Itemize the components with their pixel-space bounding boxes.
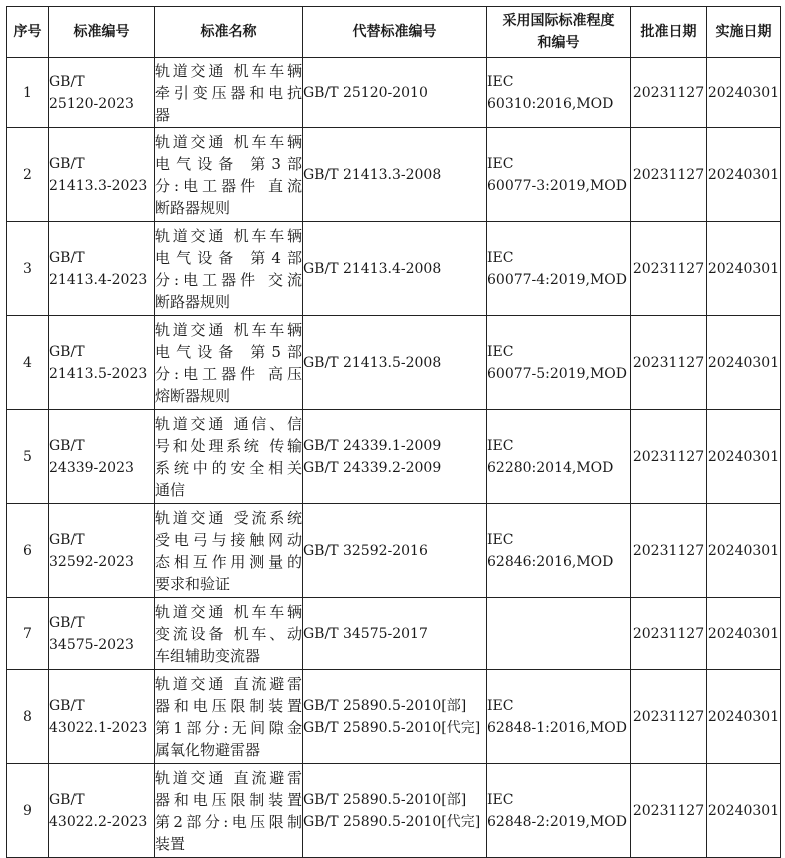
- international-standard-line: IEC: [487, 249, 514, 266]
- implementation-date: 20240301: [707, 410, 781, 504]
- standard-name-line: 电气设备 第5部: [155, 342, 302, 361]
- implementation-date: 20240301: [707, 128, 781, 222]
- standard-number: [49, 598, 155, 670]
- international-standard: [487, 128, 631, 222]
- international-standard-line: IEC: [487, 791, 514, 808]
- row-number: 6: [7, 504, 49, 598]
- international-standard: [487, 316, 631, 410]
- standard-name: [155, 670, 303, 764]
- replaced-standard-line: GB/T 25120-2010: [303, 84, 428, 101]
- international-standard: [487, 504, 631, 598]
- standard-number-line: GB/T: [49, 614, 85, 631]
- replaced-standard: [303, 598, 487, 670]
- replaced-standard: [303, 670, 487, 764]
- row-number: 2: [7, 128, 49, 222]
- header-row: [7, 7, 781, 58]
- standard-name-line: 轨道交通 受流系统: [155, 508, 302, 527]
- standard-name-line: 第2部分:电压限制: [155, 812, 302, 831]
- international-standard-line: 62848-1:2016,MOD: [487, 719, 628, 736]
- standard-number-line: GB/T: [49, 73, 85, 90]
- header-international-standard: [487, 7, 631, 58]
- standard-number-line: 24339-2023: [49, 459, 134, 476]
- standard-name: [155, 128, 303, 222]
- row-number: 5: [7, 410, 49, 504]
- standard-name-line: 器: [155, 105, 171, 124]
- standard-number-line: 21413.4-2023: [49, 271, 148, 288]
- table-row: [7, 58, 781, 128]
- approval-date: 20231127: [631, 316, 707, 410]
- table-row: [7, 504, 781, 598]
- standard-name: [155, 504, 303, 598]
- approval-date: 20231127: [631, 598, 707, 670]
- header-no: 序号: [7, 7, 49, 58]
- international-standard: [487, 222, 631, 316]
- standard-number: [49, 58, 155, 128]
- standard-name-line: 轨道交通 机车车辆: [155, 132, 302, 151]
- international-standard-line: IEC: [487, 697, 514, 714]
- header-intl-line2: 和编号: [537, 35, 580, 51]
- header-standard-name: 标准名称: [155, 7, 303, 58]
- standard-name: [155, 316, 303, 410]
- table-row: [7, 316, 781, 410]
- standard-name-line: 轨道交通 直流避雷: [155, 674, 302, 693]
- international-standard-line: IEC: [487, 73, 514, 90]
- international-standard-line: 60310:2016,MOD: [487, 95, 614, 112]
- implementation-date: 20240301: [707, 670, 781, 764]
- standard-number: [49, 764, 155, 858]
- standard-name-line: 轨道交通 通信、信: [155, 414, 302, 433]
- approval-date: 20231127: [631, 670, 707, 764]
- header-standard-number: 标准编号: [49, 7, 155, 58]
- international-standard-line: 62846:2016,MOD: [487, 553, 614, 570]
- standard-name-line: 态相互作用测量的: [155, 552, 302, 571]
- standard-number-line: GB/T: [49, 249, 85, 266]
- international-standard: [487, 764, 631, 858]
- standard-name-line: 轨道交通 机车车辆: [155, 320, 302, 339]
- row-number: 7: [7, 598, 49, 670]
- standard-name-line: 电气设备 第3部: [155, 154, 302, 173]
- international-standard: [487, 410, 631, 504]
- standard-name-line: 轨道交通 机车车辆: [155, 602, 302, 621]
- replaced-standard-line: GB/T 24339.2-2009: [303, 459, 442, 476]
- international-standard-line: 60077-5:2019,MOD: [487, 365, 628, 382]
- standard-number-line: GB/T: [49, 791, 85, 808]
- approval-date: 20231127: [631, 58, 707, 128]
- row-number: 8: [7, 670, 49, 764]
- standard-number-line: GB/T: [49, 343, 85, 360]
- replaced-standard-line: GB/T 24339.1-2009: [303, 437, 442, 454]
- replaced-standard: [303, 410, 487, 504]
- approval-date: 20231127: [631, 764, 707, 858]
- standard-number-line: GB/T: [49, 697, 85, 714]
- standard-name-line: 电气设备 第4部: [155, 248, 302, 267]
- standard-name-line: 分:电工器件 交流: [155, 270, 302, 289]
- standard-number: [49, 504, 155, 598]
- standard-name-line: 通信: [155, 480, 186, 499]
- replaced-standard-line: GB/T 21413.5-2008: [303, 354, 442, 371]
- row-number: 9: [7, 764, 49, 858]
- table-row: [7, 128, 781, 222]
- standard-number-line: GB/T: [49, 437, 85, 454]
- international-standard-line: 62280:2014,MOD: [487, 459, 614, 476]
- standard-name-line: 牵引变压器和电抗: [155, 83, 302, 102]
- header-approval-date: 批准日期: [631, 7, 707, 58]
- table-row: [7, 764, 781, 858]
- replaced-standard: [303, 58, 487, 128]
- table-row: [7, 598, 781, 670]
- header-implementation-date: 实施日期: [707, 7, 781, 58]
- standard-name-line: 器和电压限制装置: [155, 790, 302, 809]
- standard-name-line: 受电弓与接触网动: [155, 530, 302, 549]
- standard-name: [155, 598, 303, 670]
- international-standard-line: 62848-2:2019,MOD: [487, 813, 628, 830]
- implementation-date: 20240301: [707, 504, 781, 598]
- international-standard-line: IEC: [487, 531, 514, 548]
- standard-name-line: 断路器规则: [155, 292, 231, 311]
- implementation-date: 20240301: [707, 316, 781, 410]
- replaced-standard: [303, 764, 487, 858]
- row-number: 4: [7, 316, 49, 410]
- replaced-standard: [303, 316, 487, 410]
- header-replaced-standard: 代替标准编号: [303, 7, 487, 58]
- replaced-standard: [303, 504, 487, 598]
- standards-table: [6, 6, 781, 858]
- standard-name-line: 系统中的安全相关: [155, 458, 302, 477]
- replaced-standard-line: GB/T 34575-2017: [303, 625, 428, 642]
- standard-name: [155, 764, 303, 858]
- international-standard: [487, 670, 631, 764]
- international-standard-line: IEC: [487, 437, 514, 454]
- standard-number-line: 21413.3-2023: [49, 177, 148, 194]
- replaced-standard: [303, 128, 487, 222]
- international-standard-line: 60077-4:2019,MOD: [487, 271, 628, 288]
- replaced-standard-line: GB/T 32592-2016: [303, 542, 428, 559]
- replaced-standard-line: GB/T 25890.5-2010[代完]: [303, 719, 481, 736]
- standard-name-line: 装置: [155, 834, 186, 853]
- standard-name-line: 变流设备 机车、动: [155, 624, 302, 643]
- standard-name-line: 号和处理系统 传输: [155, 436, 302, 455]
- standard-name-line: 轨道交通 机车车辆: [155, 226, 302, 245]
- replaced-standard-line: GB/T 25890.5-2010[代完]: [303, 813, 481, 830]
- standard-name: [155, 58, 303, 128]
- standard-number-line: 43022.2-2023: [49, 813, 148, 830]
- standard-number: [49, 316, 155, 410]
- table-row: [7, 670, 781, 764]
- international-standard-line: IEC: [487, 155, 514, 172]
- approval-date: 20231127: [631, 222, 707, 316]
- international-standard: [487, 58, 631, 128]
- standard-name-line: 轨道交通 机车车辆: [155, 61, 302, 80]
- standard-name-line: 断路器规则: [155, 198, 231, 217]
- standard-name-line: 车组辅助变流器: [155, 646, 261, 665]
- table-row: [7, 410, 781, 504]
- approval-date: 20231127: [631, 410, 707, 504]
- standard-number: [49, 222, 155, 316]
- standard-name-line: 要求和验证: [155, 574, 231, 593]
- standard-name-line: 器和电压限制装置: [155, 696, 302, 715]
- approval-date: 20231127: [631, 128, 707, 222]
- replaced-standard-line: GB/T 21413.4-2008: [303, 260, 442, 277]
- standard-number-line: 21413.5-2023: [49, 365, 148, 382]
- row-number: 1: [7, 58, 49, 128]
- standard-number-line: 43022.1-2023: [49, 719, 148, 736]
- implementation-date: 20240301: [707, 58, 781, 128]
- standard-number-line: 34575-2023: [49, 636, 134, 653]
- international-standard: [487, 598, 631, 670]
- standard-number-line: GB/T: [49, 531, 85, 548]
- replaced-standard-line: GB/T 25890.5-2010[部]: [303, 791, 467, 808]
- implementation-date: 20240301: [707, 598, 781, 670]
- implementation-date: 20240301: [707, 222, 781, 316]
- standard-number: [49, 670, 155, 764]
- standard-number-line: GB/T: [49, 155, 85, 172]
- row-number: 3: [7, 222, 49, 316]
- international-standard-line: IEC: [487, 343, 514, 360]
- standard-number: [49, 410, 155, 504]
- standard-number-line: 25120-2023: [49, 95, 134, 112]
- standard-name: [155, 410, 303, 504]
- standard-name-line: 分:电工器件 直流: [155, 176, 302, 195]
- replaced-standard-line: GB/T 21413.3-2008: [303, 166, 442, 183]
- replaced-standard-line: GB/T 25890.5-2010[部]: [303, 697, 467, 714]
- implementation-date: 20240301: [707, 764, 781, 858]
- replaced-standard: [303, 222, 487, 316]
- standard-name-line: 轨道交通 直流避雷: [155, 768, 302, 787]
- international-standard-line: 60077-3:2019,MOD: [487, 177, 628, 194]
- approval-date: 20231127: [631, 504, 707, 598]
- header-intl-line1: 采用国际标准程度: [502, 13, 615, 29]
- standard-name-line: 属氧化物避雷器: [155, 740, 261, 759]
- standard-name-line: 分:电工器件 高压: [155, 364, 302, 383]
- table-body: [7, 58, 781, 858]
- standard-name-line: 熔断器规则: [155, 386, 231, 405]
- table-row: [7, 222, 781, 316]
- standard-name: [155, 222, 303, 316]
- standard-number: [49, 128, 155, 222]
- standard-name-line: 第1部分:无间隙金: [155, 718, 302, 737]
- standard-number-line: 32592-2023: [49, 553, 134, 570]
